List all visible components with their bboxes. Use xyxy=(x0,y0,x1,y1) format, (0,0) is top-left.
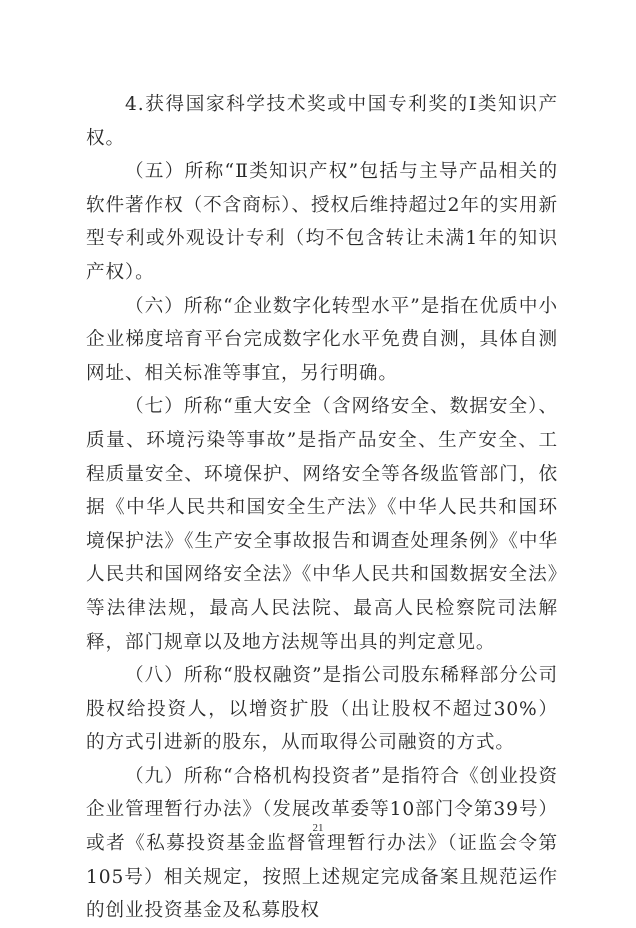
paragraph-section-9: （九）所称“合格机构投资者”是指符合《创业投资企业管理暂行办法》（发展改革委等10部门令第39号）或者《私募投资基金监督管理暂行办法》（证监会令第105号）相关规定，按照上述规定完成备案且规范运作的创业投资基金及私募股权 xyxy=(86,765,558,922)
paragraph-section-7: （七）所称“重大安全（含网络安全、数据安全）、质量、环境污染等事故”是指产品安全、生产安全、工程质量安全、环境保护、网络安全等各级监管部门，依据《中华人民共和国安全生产法》《中华人民共和国环境保护法》《生产安全事故报告和调查处理条例》《中华人民共和国网络安全法》《中华人民共和国数据安全法》等法律法规，最高人民法院、最高人民检察院司法解释，部门规章以及地方法规等出具的判定意见。 xyxy=(86,396,558,653)
paragraph-section-8: （八）所称“股权融资”是指公司股东稀释部分公司股权给投资人，以增资扩股（出让股权不超过30%）的方式引进新的股东，从而取得公司融资的方式。 xyxy=(86,665,558,754)
document-body xyxy=(86,88,558,928)
paragraph-section-6: （六）所称“企业数字化转型水平”是指在优质中小企业梯度培育平台完成数字化水平免费自测，具体自测网址、相关标准等事宜，另行明确。 xyxy=(86,295,558,384)
paragraph-item-4: 4.获得国家科学技术奖或中国专利奖的Ⅰ类知识产权。 xyxy=(86,94,558,149)
paragraph-section-5: （五）所称“Ⅱ类知识产权”包括与主导产品相关的软件著作权（不含商标）、授权后维持超过2年的实用新型专利或外观设计专利（均不包含转让未满1年的知识产权）。 xyxy=(86,161,558,283)
page-number: 21 xyxy=(312,822,324,834)
